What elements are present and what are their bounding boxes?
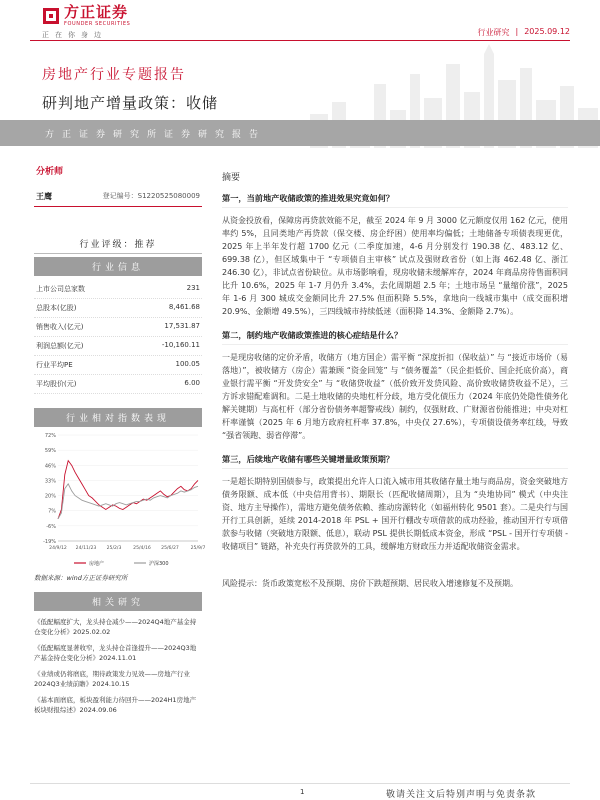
related-research-list <box>34 617 202 715</box>
page-number: 1 <box>300 788 305 796</box>
relative-index-head: 行业相对指数表现 <box>34 408 202 427</box>
header-meta <box>477 27 570 38</box>
analyst-registration: 登记编号：S1220525080009 <box>102 192 200 200</box>
related-research-item[interactable]: 《基本面磨底，板块盈利能力待回升——2024H1房地产板块财报综述》2024.09.06 <box>34 696 197 714</box>
legend-label: 沪深300 <box>149 561 169 567</box>
info-value: -10,160.11 <box>161 341 200 349</box>
paragraph-2: 一是现房收储的定价矛盾，收储方（地方国企）需平衡 “深度折扣（保收益）” 与 “接近市场价（易落地）”，被收储方（房企）需兼顾 “资金回笼” 与 “债务覆盖”（民企拒低价、国企托底价高），商业银行需平衡 “开发贷安全” 与 “收储贷收益”（低价致开发贷风险、高价致收储贷收益不足），三方诉求错配难调和。二是土地收储的央地杠杆分歧，地方受化债压力（2024 年底仍处隐性债务化解关键期）与高杠杆（部分省份债务率超警戒线）制约，仅强财政、广财源省份能推进；中央对杠杆率谨慎（2025 年 6 月地方政府杠杆率 37.8%，中央仅 27.6%），专项债设债务率红线，导致 “强省领跑、弱省停滞”。 <box>222 353 568 440</box>
info-label: 总股本(亿股) <box>36 304 77 312</box>
relative-index-chart <box>34 429 206 569</box>
industry-rating: 行业评级：推荐 <box>34 237 202 254</box>
related-research-item[interactable]: 《低配幅度显著收窄，龙头持仓首逢提升——2024Q3地产基金持仓变化分析》2024.11.01 <box>34 644 197 662</box>
info-value: 6.00 <box>184 379 200 387</box>
slogan: 正在你身边 <box>42 31 107 39</box>
x-tick-label: 25/6/27 <box>161 546 179 551</box>
x-tick-label: 25/2/3 <box>106 546 122 551</box>
series-line <box>58 461 198 519</box>
department-bar <box>0 120 600 146</box>
sidebar <box>34 164 206 721</box>
y-tick-label: 33% <box>44 478 56 485</box>
report-title: 研判地产增量政策：收储 <box>42 94 219 112</box>
info-value: 231 <box>186 284 200 292</box>
info-row <box>34 280 202 299</box>
report-category: 行业研究 <box>477 28 510 37</box>
report-type: 房地产行业专题报告 <box>42 67 186 83</box>
info-label: 利润总额(亿元) <box>36 342 84 350</box>
industry-info-head: 行业信息 <box>34 257 202 276</box>
x-tick-label: 24/11/23 <box>75 546 97 551</box>
company-logo <box>42 4 152 28</box>
logo-name-en: FOUNDER SECURITIES <box>64 21 131 27</box>
department-text: 方正证券研究所证券研究报告 <box>45 130 267 140</box>
analyst-name: 王鹰 <box>36 192 52 201</box>
related-research-item[interactable]: 《低配幅度扩大，龙头持仓减少——2024Q4地产基金持仓变化分析》2025.02.02 <box>34 618 197 636</box>
y-tick-label: 46% <box>44 463 56 470</box>
question-3: 第三，后续地产收储有哪些关键增量政策预期？ <box>222 454 568 469</box>
info-label: 平均股价(元) <box>36 380 77 388</box>
info-row <box>34 356 202 375</box>
y-tick-label: 7% <box>48 508 56 515</box>
header-divider <box>30 40 570 41</box>
info-row <box>34 318 202 337</box>
x-tick-label: 24/9/12 <box>49 546 67 551</box>
x-tick-label: 25/4/16 <box>133 546 151 551</box>
legend-label: 房地产 <box>89 561 105 567</box>
page-header <box>0 0 600 40</box>
info-value: 100.05 <box>175 360 200 368</box>
y-tick-label: 59% <box>44 448 56 455</box>
analyst-row <box>34 191 202 207</box>
y-tick-label: -19% <box>43 539 56 545</box>
info-row <box>34 299 202 318</box>
summary-column <box>222 170 568 590</box>
logo-mark-icon <box>42 7 60 25</box>
y-tick-label: -6% <box>46 523 56 530</box>
footer-divider <box>30 783 570 784</box>
question-1: 第一，当前地产收储政策的推进效果究竟如何？ <box>222 193 568 208</box>
y-tick-label: 72% <box>44 433 56 439</box>
x-tick-label: 25/9/7 <box>190 546 206 551</box>
industry-info-table <box>34 280 202 394</box>
related-research-item[interactable]: 《业绩或仍将磨底，期待政策发力见效——房地产行业2024Q3业绩前瞻》2024.10.15 <box>34 670 190 688</box>
header-separator: | <box>515 27 519 36</box>
risk-warning: 风险提示：货币政策宽松不及预期、房价下跌超预期、居民收入增速修复不及预期。 <box>222 579 518 588</box>
info-value: 8,461.68 <box>168 303 200 311</box>
question-2: 第二，制约地产收储政策推进的核心症结是什么？ <box>222 330 568 345</box>
paragraph-3: 一是超长期特别国债参与，政策提出允许人口流入城市用其收储存量土地与商品房，资金突破地方债务限额、成本低（中央信用背书）、期限长（匹配收储周期），且为 “央地协同” 模式（中央注资、地方主导操作），需地方避免债务依赖、推动房源转化（如福州转化 9501 套）。二是央行与国开行工具创新，延续 2014-2018 年 PSL + 国开行棚改专项借款的成功经验，推动国开行专项借款参与收储（突破地方限额、低息），联动 PSL 提供长期低成本资金，形成 “PSL - 国开行专项债 - 收储项目” 链路，补充央行再贷款外的工具，缓解地方财政压力并适配收储资金需求。 <box>222 477 568 551</box>
info-row <box>34 375 202 394</box>
disclaimer-note[interactable]: 敬请关注文后特别声明与免责条款 <box>386 790 537 800</box>
related-research-head: 相关研究 <box>34 592 202 611</box>
chart-source: 数据来源：wind方正证券研究所 <box>34 574 128 582</box>
y-tick-label: 20% <box>44 493 56 500</box>
analyst-label: 分析师 <box>36 167 64 177</box>
info-row <box>34 337 202 356</box>
info-label: 行业平均PE <box>36 361 73 369</box>
paragraph-1: 从资金投放看，保障房再贷款效能不足，截至 2024 年 9 月 3000 亿元额度仅用 162 亿元，使用率约 5%，且同类地产再贷款（保交楼、房企纾困）使用率均偏低；土地储备专项债表现更优，2025 年上半年发行超 1700 亿元（二季度加速，4-6 月分别发行 190.38 亿、483.12 亿、699.38 亿），但区域集中于 “专项债自主审核” 试点及强财政省份（如上海 462.48 亿、浙江 246.30 亿），非试点省份缺位。从市场影响看，现房收储未缓解库存，2024 年商品房待售面积同比升 10.6%，2025 年 1-7 月仍升 3.4%，去化周期超 2.5 年；土地市场呈 “量缩价涨”，2025 年 1-6 月 300 城成交金额同比升 27.5% 但面积降 5.5%，拿地向一线城市集中（成交面积增 20.9%、金额增 49.5%），三四线城市持续低迷（面积降 14.3%、金额降 2.7%）。 <box>222 216 568 316</box>
report-date: 2025.09.12 <box>524 27 570 36</box>
summary-label: 摘要 <box>222 173 241 183</box>
info-label: 销售收入(亿元) <box>36 323 84 331</box>
info-value: 17,531.87 <box>164 322 200 330</box>
logo-name-cn: 方正证券 <box>64 3 129 21</box>
info-label: 上市公司总家数 <box>36 285 85 293</box>
